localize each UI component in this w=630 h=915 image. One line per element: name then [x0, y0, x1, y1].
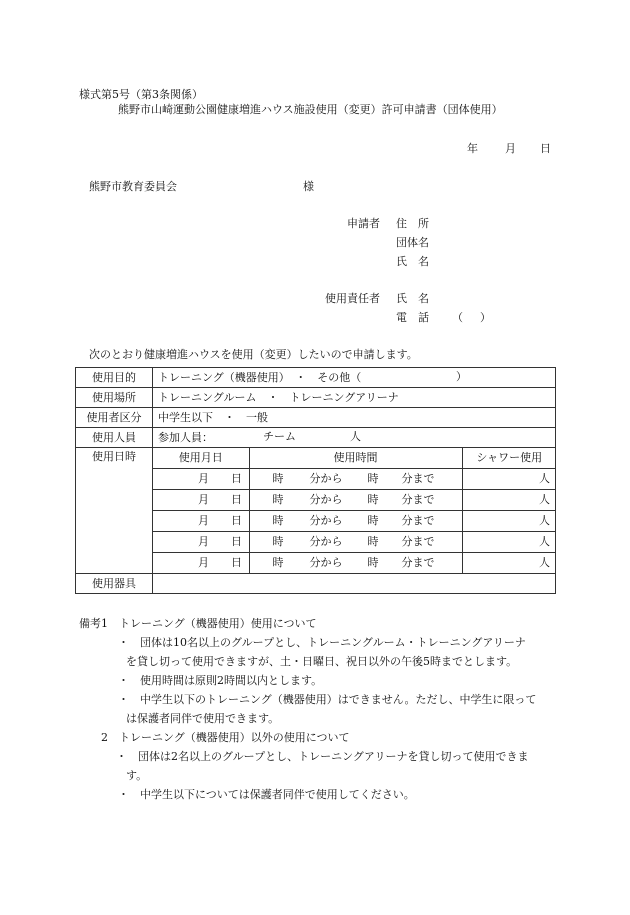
people-prefix: 参加人員：	[158, 430, 213, 444]
month-label: 月	[198, 472, 209, 485]
purpose-close: ）	[456, 370, 467, 383]
sched-header-shower: シャワー使用	[462, 448, 556, 469]
category-field[interactable]: 中学生以下 ・ 一般	[153, 408, 556, 428]
people-unit: 人	[350, 430, 361, 443]
day-label: 日	[231, 472, 242, 485]
place-field[interactable]: トレーニングルーム ・ トレーニングアリーナ	[153, 388, 556, 408]
sched-time-cell[interactable]	[249, 490, 462, 511]
start-minute-label: 分から	[309, 472, 343, 485]
day-label: 日	[231, 493, 242, 506]
sched-shower-cell[interactable]: 人	[462, 490, 556, 511]
sched-date-cell[interactable]	[153, 469, 249, 490]
date-day: 日	[540, 142, 551, 155]
start-hour-label: 時	[272, 493, 284, 506]
remarks-heading-1: 備考1 トレーニング（機器使用）使用について	[79, 617, 317, 630]
category-row	[76, 408, 556, 428]
start-minute-label: 分から	[309, 556, 343, 569]
schedule-header-row	[153, 448, 556, 469]
end-minute-label: 分まで	[401, 556, 435, 569]
place-label: 使用場所	[76, 388, 153, 408]
applicant-address-label: 住 所	[396, 217, 429, 230]
day-label: 日	[231, 535, 242, 548]
purpose-label: 使用目的	[76, 368, 153, 388]
responsible-phone-label: 電 話	[396, 311, 429, 324]
intro-text: 次のとおり健康増進ハウスを使用（変更）したいので申請します。	[89, 348, 418, 361]
equipment-row	[76, 574, 556, 594]
sched-shower-cell[interactable]: 人	[462, 532, 556, 553]
application-table	[75, 367, 556, 594]
schedule-label: 使用日時	[76, 448, 153, 574]
sched-time-cell[interactable]	[249, 469, 462, 490]
responsible-name-label: 氏 名	[396, 292, 429, 305]
schedule-row-1	[153, 469, 556, 490]
equipment-label: 使用器具	[76, 574, 153, 594]
purpose-field[interactable]	[153, 368, 556, 388]
people-field[interactable]	[153, 428, 556, 448]
sched-shower-cell[interactable]: 人	[462, 469, 556, 490]
end-minute-label: 分まで	[401, 514, 435, 527]
sched-header-time: 使用時間	[249, 448, 462, 469]
start-hour-label: 時	[272, 535, 284, 548]
end-minute-label: 分まで	[401, 472, 435, 485]
sched-date-cell[interactable]	[153, 511, 249, 532]
form-number: 様式第5号（第3条関係）	[79, 88, 203, 101]
purpose-row	[76, 368, 556, 388]
end-minute-label: 分まで	[401, 493, 435, 506]
sched-date-cell[interactable]	[153, 553, 249, 574]
sched-header-date: 使用月日	[178, 451, 223, 464]
end-hour-label: 時	[367, 535, 379, 548]
schedule-row-4	[153, 532, 556, 553]
end-hour-label: 時	[367, 556, 379, 569]
sched-time-cell[interactable]	[249, 511, 462, 532]
addressee-name: 熊野市教育委員会	[89, 180, 177, 193]
people-label: 使用人員	[76, 428, 153, 448]
purpose-value: トレーニング（機器使用） ・ その他（	[158, 370, 362, 384]
end-hour-label: 時	[367, 493, 379, 506]
applicant-name-label: 氏 名	[396, 255, 429, 268]
remark-3-line-1: ・ 中学生以下のトレーニング（機器使用）はできません。ただし、中学生に限って	[118, 693, 537, 706]
remark-4-line-1: ・ 団体は2名以上のグループとし、トレーニングアリーナを貸し切って使用できま	[116, 750, 529, 763]
schedule-grid-cell	[153, 448, 556, 574]
schedule-row-2	[153, 490, 556, 511]
people-row	[76, 428, 556, 448]
date-month: 月	[505, 142, 516, 155]
sched-time-cell[interactable]	[249, 532, 462, 553]
sched-time-cell[interactable]	[249, 553, 462, 574]
responsible-role: 使用責任者	[325, 292, 380, 305]
start-hour-label: 時	[272, 472, 284, 485]
applicant-role: 申請者	[347, 217, 380, 230]
end-hour-label: 時	[367, 472, 379, 485]
start-minute-label: 分から	[309, 493, 343, 506]
page-title: 熊野市山崎運動公園健康増進ハウス施設使用（変更）許可申請書（団体使用）	[118, 103, 503, 116]
sched-date-cell[interactable]	[153, 532, 249, 553]
start-minute-label: 分から	[309, 514, 343, 527]
sched-shower-cell[interactable]: 人	[462, 553, 556, 574]
day-label: 日	[231, 514, 242, 527]
sched-date-cell[interactable]	[153, 490, 249, 511]
phone-paren-open: （	[452, 311, 463, 324]
month-label: 月	[198, 535, 209, 548]
start-minute-label: 分から	[309, 535, 343, 548]
addressee-honorific: 様	[303, 180, 314, 193]
remark-5: ・ 中学生以下については保護者同伴で使用してください。	[118, 788, 415, 801]
schedule-row-3	[153, 511, 556, 532]
remark-2: ・ 使用時間は原則2時間以内とします。	[118, 674, 323, 687]
remark-3-line-2: は保護者同伴で使用できます。	[126, 712, 280, 725]
remark-1-line-2: を貸し切って使用できますが、土・日曜日、祝日以外の午後5時までとします。	[126, 655, 518, 668]
date-year: 年	[467, 142, 478, 155]
schedule-row	[76, 448, 556, 574]
day-label: 日	[231, 556, 242, 569]
remarks-heading-2: 2 トレーニング（機器使用）以外の使用について	[101, 731, 350, 744]
start-hour-label: 時	[272, 514, 284, 527]
schedule-grid	[153, 448, 556, 573]
month-label: 月	[198, 493, 209, 506]
end-hour-label: 時	[367, 514, 379, 527]
schedule-row-5	[153, 553, 556, 574]
end-minute-label: 分まで	[401, 535, 435, 548]
people-team: チーム	[263, 430, 296, 443]
start-hour-label: 時	[272, 556, 284, 569]
remark-4-line-2: す。	[126, 769, 148, 782]
sched-shower-cell[interactable]: 人	[462, 511, 556, 532]
month-label: 月	[198, 556, 209, 569]
place-row	[76, 388, 556, 408]
category-label: 使用者区分	[76, 408, 153, 428]
remark-1-line-1: ・ 団体は10名以上のグループとし、トレーニングルーム・トレーニングアリーナ	[118, 636, 526, 649]
phone-paren-close: ）	[480, 311, 491, 324]
month-label: 月	[198, 514, 209, 527]
applicant-group-label: 団体名	[396, 236, 429, 249]
equipment-field[interactable]	[153, 574, 556, 594]
